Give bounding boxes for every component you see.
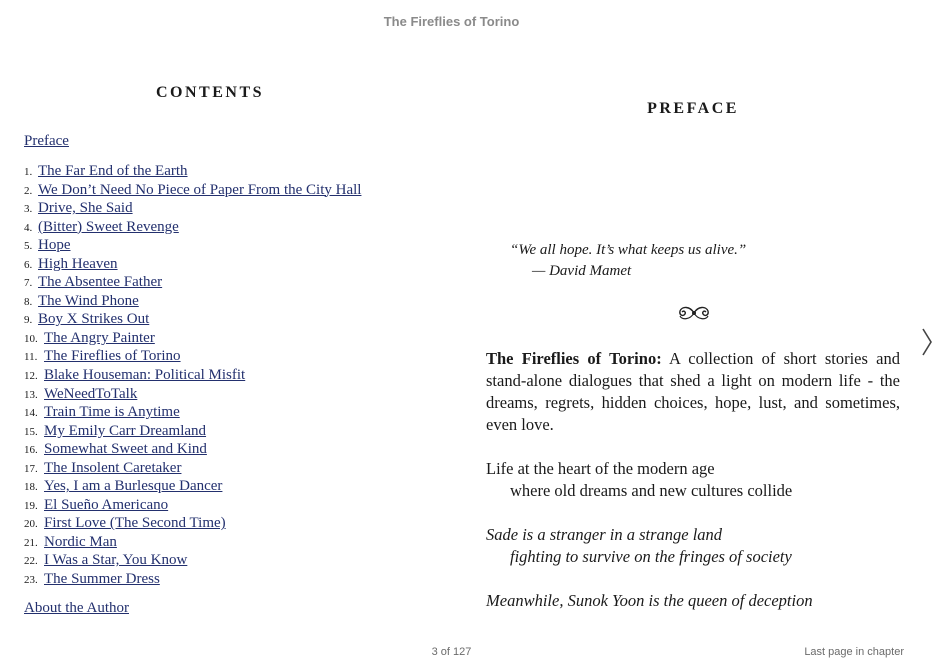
- toc-item: [24, 570, 361, 589]
- toc-link-chapter[interactable]: Hope: [38, 237, 71, 254]
- toc-item-number: 5.: [24, 240, 33, 253]
- toc-item-number: 1.: [24, 166, 33, 178]
- toc-item-number: 17.: [24, 462, 38, 475]
- toc-link-chapter[interactable]: The Wind Phone: [38, 292, 139, 309]
- toc-link-chapter[interactable]: WeNeedToTalk: [44, 385, 138, 402]
- toc-link-chapter[interactable]: (Bitter) Sweet Revenge: [38, 218, 179, 235]
- toc-link-chapter[interactable]: Train Time is Anytime: [44, 404, 180, 421]
- toc-link-preface[interactable]: Preface: [24, 133, 69, 149]
- toc-item: [24, 385, 361, 404]
- epigraph-attribution: — David Mamet: [532, 263, 632, 279]
- toc-link-chapter[interactable]: El Sueño Americano: [44, 496, 169, 513]
- toc-item-number: 14.: [24, 407, 38, 420]
- toc-item: [24, 366, 361, 385]
- toc-item: [24, 236, 361, 255]
- toc-item: [24, 273, 361, 292]
- chapter-status: Last page in chapter: [804, 646, 904, 658]
- toc-item: [24, 218, 361, 237]
- toc-item-number: 10.: [24, 332, 38, 345]
- toc-item: [24, 347, 361, 366]
- toc-link-chapter[interactable]: I Was a Star, You Know: [44, 552, 188, 569]
- toc-item-number: 3.: [24, 203, 33, 216]
- stanza-line: where old dreams and new cultures collide: [510, 481, 793, 500]
- contents-page: [24, 84, 424, 616]
- preface-heading: PREFACE: [647, 100, 739, 117]
- toc-item-number: 22.: [24, 555, 38, 568]
- epigraph-quote: “We all hope. It’s what keeps us alive.”: [510, 242, 747, 258]
- toc-item-number: 11.: [24, 351, 38, 364]
- toc-link-chapter[interactable]: Nordic Man: [44, 533, 117, 550]
- toc-item-number: 19.: [24, 499, 38, 512]
- stanza-3: [486, 590, 900, 612]
- toc-link-chapter[interactable]: Somewhat Sweet and Kind: [44, 441, 207, 458]
- intro-text: A collection of short stories and stand-alone dialogues that shed a light on modern life - the dreams, regrets, hidden choices, hope, lust, and sometimes, even love.: [486, 349, 900, 434]
- toc-link-chapter[interactable]: The Angry Painter: [44, 329, 155, 346]
- toc-link-about-the-author[interactable]: About the Author: [24, 600, 129, 616]
- toc-link-chapter[interactable]: The Summer Dress: [44, 571, 160, 588]
- toc-link-chapter[interactable]: First Love (The Second Time): [44, 515, 226, 532]
- toc-link-chapter[interactable]: High Heaven: [38, 255, 118, 272]
- page-count: 3 of 127: [431, 646, 472, 658]
- toc-item-number: 20.: [24, 518, 38, 531]
- toc-item: [24, 551, 361, 570]
- epigraph: [510, 240, 746, 282]
- toc-link-chapter[interactable]: The Absentee Father: [38, 274, 163, 291]
- toc-item-number: 7.: [24, 277, 33, 290]
- toc-item-number: 16.: [24, 444, 38, 457]
- stanza-line: Life at the heart of the modern age: [486, 459, 715, 478]
- toc-item-number: 21.: [24, 536, 38, 549]
- toc-item: [24, 162, 361, 181]
- preface-intro: [486, 348, 900, 436]
- toc-item: [24, 459, 361, 478]
- toc-link-chapter[interactable]: We Don’t Need No Piece of Paper From the City Hall: [38, 181, 362, 198]
- stanza-line: fighting to survive on the fringes of society: [510, 547, 792, 566]
- toc-item: [24, 255, 361, 274]
- toc-link-chapter[interactable]: Boy X Strikes Out: [38, 311, 150, 328]
- toc-link-chapter[interactable]: The Far End of the Earth: [38, 163, 188, 179]
- toc-item-number: 6.: [24, 258, 33, 271]
- toc-link-chapter[interactable]: Drive, She Said: [38, 200, 133, 217]
- intro-bold-title: The Fireflies of Torino:: [486, 349, 662, 368]
- contents-heading: CONTENTS: [155, 84, 265, 101]
- toc-list: [24, 162, 361, 589]
- toc-item-number: 15.: [24, 425, 38, 438]
- toc-item-number: 23.: [24, 574, 38, 587]
- toc-item-number: 12.: [24, 370, 38, 383]
- toc-link-chapter[interactable]: The Fireflies of Torino: [44, 348, 181, 365]
- toc-item-number: 13.: [24, 388, 38, 401]
- toc-link-chapter[interactable]: My Emily Carr Dreamland: [44, 422, 207, 439]
- book-title: The Fireflies of Torino: [383, 14, 520, 29]
- toc-item: [24, 477, 361, 496]
- toc-item: [24, 181, 361, 200]
- toc-item: [24, 199, 361, 218]
- toc-item: [24, 403, 361, 422]
- toc-item-number: 2.: [24, 184, 33, 197]
- stanza-line: Meanwhile, Sunok Yoon is the queen of deception: [486, 591, 813, 610]
- chevron-right-icon[interactable]: [920, 326, 936, 358]
- toc-link-chapter[interactable]: The Insolent Caretaker: [44, 459, 182, 476]
- stanza-line: Sade is a stranger in a strange land: [486, 525, 723, 544]
- toc-link-chapter[interactable]: Blake Houseman: Political Misfit: [44, 367, 246, 384]
- toc-item: [24, 514, 361, 533]
- toc-item: [24, 292, 361, 311]
- toc-item: [24, 533, 361, 552]
- toc-item: [24, 310, 361, 329]
- toc-item-number: 9.: [24, 314, 33, 327]
- toc-item: [24, 496, 361, 515]
- toc-item-number: 4.: [24, 221, 33, 234]
- toc-link-chapter[interactable]: Yes, I am a Burlesque Dancer: [44, 478, 223, 495]
- fleuron-ornament-icon: [676, 304, 712, 322]
- toc-item: [24, 329, 361, 348]
- toc-item: [24, 422, 361, 441]
- toc-item-number: 18.: [24, 481, 38, 494]
- stanza-2: [486, 524, 900, 568]
- toc-item: [24, 440, 361, 459]
- stanza-1: [486, 458, 900, 502]
- toc-item-number: 8.: [24, 295, 33, 308]
